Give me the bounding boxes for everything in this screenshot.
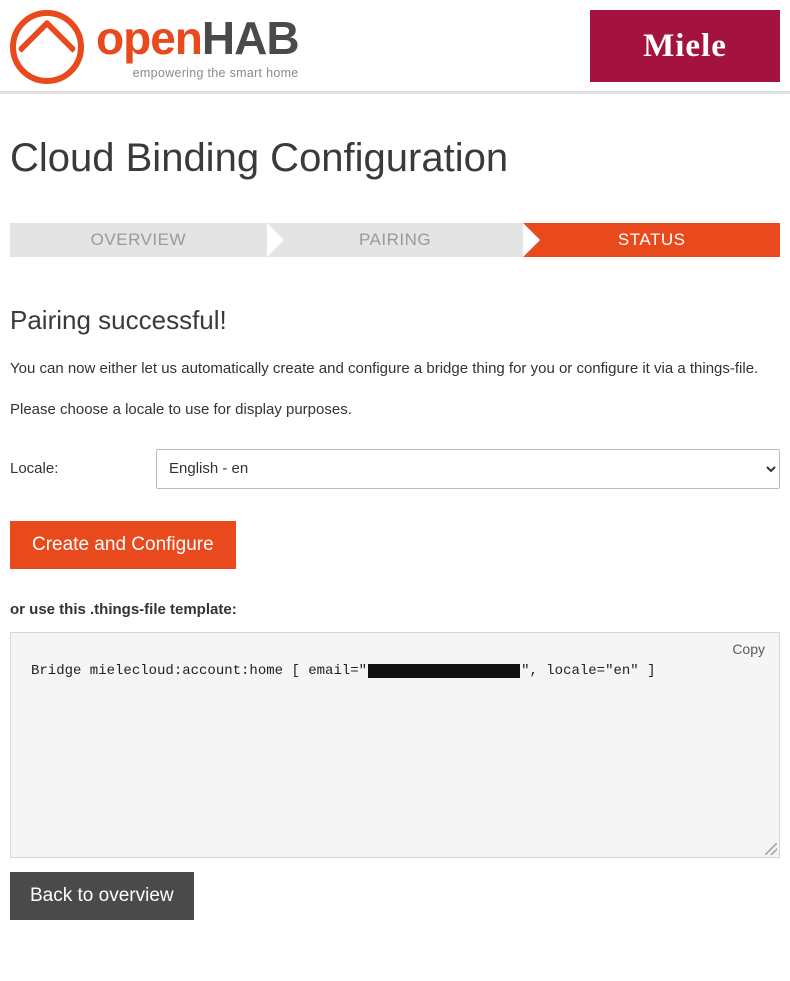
step-indicator: [10, 223, 780, 257]
logo-word-hab: HAB: [201, 11, 299, 64]
pairing-result-title: Pairing successful!: [10, 305, 227, 335]
locale-select[interactable]: [156, 449, 780, 489]
things-file-code: [31, 663, 655, 679]
miele-brand-badge: [590, 10, 780, 82]
create-and-configure-button[interactable]: Create and Configure: [10, 521, 236, 569]
logo-wordmark: [96, 11, 299, 64]
resize-handle[interactable]: [765, 843, 777, 855]
redacted-email: [368, 664, 520, 678]
step-status[interactable]: [523, 223, 780, 257]
step-notch-icon: [267, 223, 284, 257]
back-to-overview-button[interactable]: Back to overview: [10, 872, 194, 920]
locale-label: Locale:: [10, 460, 59, 478]
step-overview[interactable]: [10, 223, 267, 257]
step-pairing[interactable]: [267, 223, 524, 257]
code-suffix: ", locale="en" ]: [521, 662, 656, 679]
logo-tagline: empowering the smart home: [132, 65, 299, 80]
locale-row: [10, 449, 780, 489]
things-file-label: or use this .things-file template:: [10, 600, 237, 618]
step-pairing-label: PAIRING: [358, 230, 432, 249]
step-overview-label: OVERVIEW: [90, 230, 186, 249]
copy-button[interactable]: Copy: [728, 639, 769, 659]
logo-word-open: open: [96, 11, 202, 64]
info-paragraph-1: You can now either let us automatically create and configure a bridge thing for you or configure it via a things-file.: [10, 360, 759, 377]
code-prefix: Bridge mielecloud:account:home [ email=": [31, 662, 368, 679]
openhab-logo: [10, 10, 299, 84]
step-notch-icon: [523, 223, 540, 257]
main-content: [10, 305, 780, 920]
openhab-logo-text: [96, 11, 299, 80]
page-title: Cloud Binding Configuration: [10, 136, 509, 180]
info-paragraph-2: Please choose a locale to use for display purposes.: [10, 401, 352, 419]
miele-brand-label: Miele: [643, 27, 727, 64]
site-header: [0, 0, 790, 94]
openhab-logo-icon: [10, 10, 84, 84]
step-status-label: STATUS: [617, 230, 686, 249]
things-file-textarea[interactable]: [10, 632, 780, 858]
